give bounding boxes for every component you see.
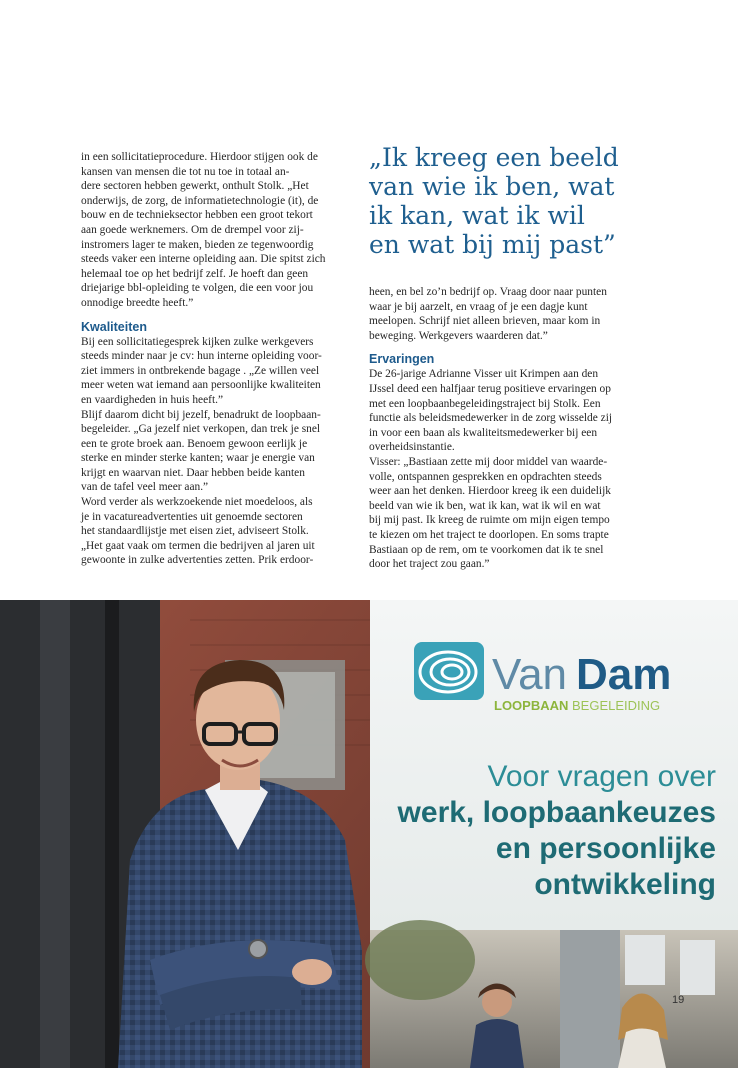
pull-quote-line: ik kan, wat ik wil: [369, 201, 585, 230]
text-line: Visser: „Bastiaan zette mij door middel van waarde-: [369, 455, 608, 468]
vandam-logo-icon: [414, 642, 484, 700]
text-line: functie als beleidsmedewerker in de zorg wisselde zij: [369, 412, 613, 425]
text-line: in voor een baan als kwaliteitsmedewerker bij een: [369, 426, 598, 439]
brand-dam: Dam: [576, 650, 672, 699]
pull-quote-line: „Ik kreeg een beeld: [369, 143, 619, 172]
page-number: 19: [672, 994, 685, 1006]
text-line: een te grote broek aan. Benoem gewoon eerlijk je: [81, 437, 308, 450]
text-line: heen, en bel zo’n bedrijf op. Vraag door naar punten: [369, 286, 607, 298]
text-line: beeld van wie ik ben, wat ik kan, wat ik wil en wat: [369, 499, 601, 512]
text-line: overheidsinstantie.: [369, 441, 455, 454]
section-heading-kwaliteiten: Kwaliteiten: [81, 319, 147, 334]
text-line: krijgt en waarvan niet. Daar hebben beide kanten: [81, 466, 305, 479]
text-line: steeds vaker een interne opleiding aan. Die spitst zich: [81, 253, 326, 266]
left-body: [81, 335, 343, 569]
text-line: steeds minder naar je cv: hun interne opleiding voor-: [81, 350, 322, 363]
text-line: De 26-jarige Adrianne Visser uit Krimpen aan den: [369, 368, 599, 381]
subtitle-loopbaan: LOOPBAAN: [494, 698, 569, 713]
text-line: Blijf daarom dicht bij jezelf, benadrukt de loopbaan-: [81, 408, 321, 421]
text-line: onderwijs, de zorg, de informatietechnologie (it), de: [81, 194, 319, 207]
pull-quote: [369, 143, 669, 259]
text-line: „Het gaat vaak om termen die bedrijven al jaren uit: [81, 539, 315, 552]
text-line: meelopen. Schrijf niet alleen brieven, maar kom in: [369, 315, 601, 328]
text-line: ziet immers in ontbrekende bagage . „Ze willen veel: [81, 364, 320, 377]
sign-line-3: en persoonlijke: [495, 832, 716, 865]
text-line: waar je bij aarzelt, en vraag of je een dagje kunt: [369, 300, 588, 313]
text-line: te kiezen om het traject te doorlopen. En soms trapte: [369, 528, 609, 541]
text-line: Word verder als werkzoekende niet moedeloos, als: [81, 496, 313, 509]
text-line: in een sollicitatieprocedure. Hierdoor stijgen ook de: [81, 151, 318, 163]
pull-quote-line: en wat bij mij past”: [369, 230, 616, 259]
text-line: aan goede werknemers. Om de drempel voor zij-: [81, 223, 304, 236]
text-line: weer aan het denken. Hierdoor kreeg ik een duidelijk: [369, 485, 611, 498]
subtitle-begeleiding: BEGELEIDING: [572, 698, 661, 713]
text-line: je in vacatureadvertenties uit genoemde sectoren: [81, 510, 303, 523]
right-intro: [369, 285, 637, 343]
text-line: helemaal toe op het bedrijf zelf. Je hoeft dan geen: [81, 267, 309, 280]
text-line: door het traject zou gaan.”: [369, 558, 490, 571]
text-line: bij mij past. Ik kreeg de ruimte om mijn eigen tempo: [369, 514, 610, 527]
portrait-photo: [0, 600, 738, 1068]
sign-line-2: werk, loopbaankeuzes: [397, 796, 716, 829]
right-column: [369, 285, 637, 572]
text-line: volle, ontspannen gesprekken en opdrachten steeds: [369, 470, 602, 483]
text-line: met een loopbaanbegeleidingstraject bij Stolk. Een: [369, 397, 601, 410]
pull-quote-line: van wie ik ben, wat: [369, 172, 615, 201]
left-intro: [81, 150, 343, 311]
text-line: begeleider. „Ga jezelf niet verkopen, dan trek je snel: [81, 423, 321, 436]
text-line: IJssel deed een halfjaar terug positieve ervaringen op: [369, 382, 611, 395]
text-line: bouw en de technieksector hebben een groot tekort: [81, 209, 313, 222]
text-line: dere sectoren hebben gewerkt, onthult Stolk. „Het: [81, 180, 309, 193]
text-line: het standaardlijstje met eisen ziet, adviseert Stolk.: [81, 525, 309, 538]
sign-line-1: Voor vragen over: [487, 760, 716, 793]
text-line: Bij een sollicitatiegesprek kijken zulke werkgevers: [81, 335, 314, 348]
text-line: sterke en minder sterke kanten; waar je energie van: [81, 452, 315, 465]
text-line: van de tafel veel meer aan.”: [81, 481, 209, 494]
text-line: en vaardigheden in huis heeft.”: [81, 393, 224, 406]
photo-illustration: [0, 600, 738, 1068]
section-heading-ervaringen: Ervaringen: [369, 352, 435, 367]
text-line: instromers lager te maken, bieden ze tegenwoordig: [81, 238, 314, 251]
text-line: kansen van mensen die tot nu toe in totaal an-: [81, 165, 290, 178]
text-line: onnodige breedte heeft.”: [81, 296, 194, 309]
right-body: [369, 367, 637, 571]
left-column: [81, 150, 343, 568]
text-line: driejarige bbl-opleiding te volgen, die een voor jou: [81, 282, 314, 295]
text-line: beweging. Werkgevers waarderen dat.”: [369, 329, 548, 342]
text-line: gewoonte in zulke advertenties zetten. Prik erdoor-: [81, 554, 314, 567]
sign-line-4: ontwikkeling: [534, 868, 716, 901]
text-line: Bastiaan op de rem, om te voorkomen dat ik te snel: [369, 543, 604, 556]
text-line: meer weten wat iemand aan persoonlijke kwaliteiten: [81, 379, 321, 392]
brand-van: Van: [492, 650, 568, 699]
